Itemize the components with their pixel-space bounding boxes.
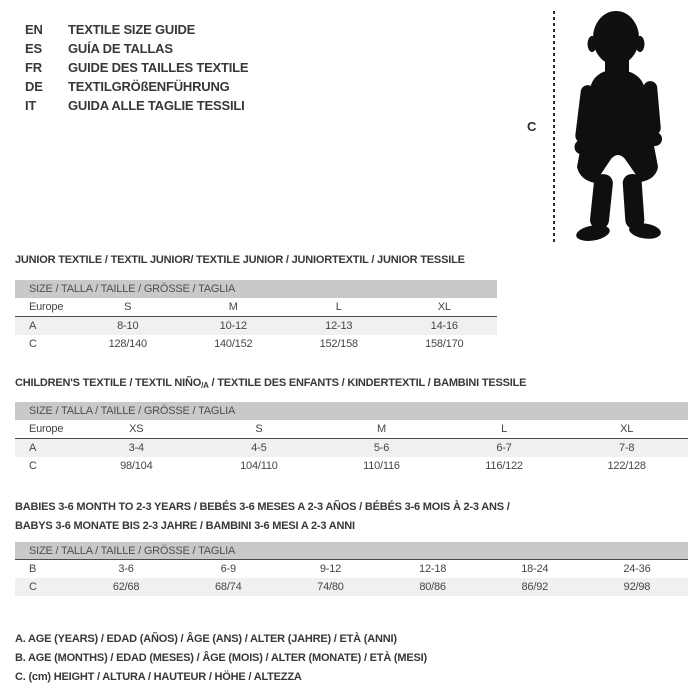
junior-size-table — [15, 280, 497, 353]
size-cell: XL — [620, 423, 634, 435]
value-cell: 158/170 — [425, 338, 464, 350]
value-cell: 5-6 — [373, 442, 390, 454]
row-label: C — [29, 581, 37, 593]
row-label: A — [29, 442, 37, 454]
language-title: GUIDA ALLE TAGLIE TESSILI — [68, 98, 245, 113]
table-size-header: SIZE / TALLA / TAILLE / GRÖSSE / TAGLIA — [15, 542, 688, 560]
row-label: A — [29, 320, 37, 332]
table-row-age — [15, 439, 688, 457]
language-row-en — [25, 20, 248, 39]
table-row-europe — [15, 420, 688, 439]
height-dashed-line — [553, 11, 555, 244]
value-cell: 128/140 — [108, 338, 147, 350]
value-cell: 12-18 — [419, 563, 447, 575]
table-size-header: SIZE / TALLA / TAILLE / GRÖSSE / TAGLIA — [15, 402, 688, 420]
table-row-europe — [15, 298, 497, 317]
value-cell: 140/152 — [214, 338, 253, 350]
language-title: GUIDE DES TAILLES TEXTILE — [68, 60, 249, 75]
language-title-list — [25, 20, 248, 115]
value-cell: 80/86 — [419, 581, 446, 593]
size-cell: M — [228, 301, 238, 313]
value-cell: 122/128 — [607, 460, 646, 472]
section-title-line2: BABYS 3-6 MONATE BIS 2-3 JAHRE / BAMBINI 3-6 MESI A 2-3 ANNI — [15, 520, 355, 532]
size-cell: L — [335, 301, 342, 313]
footnote-b: B. AGE (MONTHS) / EDAD (MESES) / ÂGE (MOIS) / ALTER (MONATE) / ETÀ (MESI) — [15, 652, 427, 664]
value-cell: 4-5 — [251, 442, 267, 454]
section-title-babies — [15, 498, 510, 536]
language-title: GUÍA DE TALLAS — [68, 41, 173, 56]
language-code: FR — [25, 60, 42, 75]
value-cell: 110/116 — [363, 460, 400, 472]
footnote-c: C. (cm) HEIGHT / ALTURA / HAUTEUR / HÖHE / ALTEZZA — [15, 671, 302, 683]
table-row-height — [15, 578, 688, 596]
row-label: C — [29, 338, 37, 350]
size-cell: XL — [437, 301, 451, 313]
babies-size-table — [15, 542, 688, 596]
row-label: C — [29, 460, 37, 472]
value-cell: 3-6 — [118, 563, 134, 575]
section-title-text: / TEXTILE DES ENFANTS / KINDERTEXTIL / BAMBINI TESSILE — [208, 377, 527, 389]
value-cell: 8-10 — [117, 320, 139, 332]
language-row-es — [25, 39, 248, 58]
height-measure-label: C — [527, 119, 537, 134]
value-cell: 7-8 — [619, 442, 635, 454]
section-title-subscript: /A — [201, 381, 209, 390]
table-row-age — [15, 317, 497, 335]
language-title: TEXTILE SIZE GUIDE — [68, 22, 196, 37]
value-cell: 152/158 — [319, 338, 358, 350]
row-label: Europe — [29, 423, 64, 435]
language-code: DE — [25, 79, 43, 94]
value-cell: 12-13 — [325, 320, 353, 332]
children-size-table — [15, 402, 688, 475]
value-cell: 86/92 — [521, 581, 549, 593]
size-cell: XS — [129, 423, 144, 435]
table-row-months — [15, 560, 688, 578]
language-code: EN — [25, 22, 43, 37]
size-cell: L — [501, 423, 508, 435]
value-cell: 14-16 — [430, 320, 458, 332]
value-cell: 6-7 — [496, 442, 512, 454]
section-title-children — [15, 374, 526, 395]
value-cell: 6-9 — [220, 563, 236, 575]
language-title: TEXTILGRÖßENFÜHRUNG — [68, 79, 230, 94]
table-row-height — [15, 335, 497, 353]
value-cell: 18-24 — [521, 563, 549, 575]
row-label: Europe — [29, 301, 64, 313]
value-cell: 9-12 — [319, 563, 342, 575]
value-cell: 116/122 — [485, 460, 523, 472]
section-title-line1: BABIES 3-6 MONTH TO 2-3 YEARS / BEBÉS 3-6 MESES A 2-3 AÑOS / BÉBÉS 3-6 MOIS À 2-3 ANS / — [15, 501, 510, 513]
value-cell: 62/68 — [112, 581, 140, 593]
row-label: B — [29, 563, 37, 575]
footnote-a: A. AGE (YEARS) / EDAD (AÑOS) / ÂGE (ANS) / ALTER (JAHRE) / ETÀ (ANNI) — [15, 633, 397, 645]
footnote-legend — [15, 630, 427, 687]
size-cell: S — [124, 301, 132, 313]
language-row-it — [25, 96, 248, 115]
value-cell: 104/110 — [240, 460, 278, 472]
table-size-header: SIZE / TALLA / TAILLE / GRÖSSE / TAGLIA — [15, 280, 497, 298]
value-cell: 3-4 — [128, 442, 144, 454]
section-title-junior: JUNIOR TEXTILE / TEXTIL JUNIOR/ TEXTILE JUNIOR / JUNIORTEXTIL / JUNIOR TESSILE — [15, 254, 465, 266]
value-cell: 98/104 — [120, 460, 153, 472]
size-cell: M — [377, 423, 386, 435]
section-title-text: CHILDREN'S TEXTILE / TEXTIL NIÑO — [15, 377, 202, 389]
value-cell: 10-12 — [219, 320, 247, 332]
value-cell: 68/74 — [214, 581, 242, 593]
language-code: IT — [25, 98, 37, 113]
value-cell: 74/80 — [317, 581, 344, 593]
table-row-height — [15, 457, 688, 475]
size-cell: S — [255, 423, 263, 435]
value-cell: 24-36 — [623, 563, 651, 575]
language-code: ES — [25, 41, 42, 56]
language-row-de — [25, 77, 248, 96]
value-cell: 92/98 — [623, 581, 651, 593]
language-row-fr — [25, 58, 248, 77]
toddler-silhouette-icon — [565, 9, 678, 247]
